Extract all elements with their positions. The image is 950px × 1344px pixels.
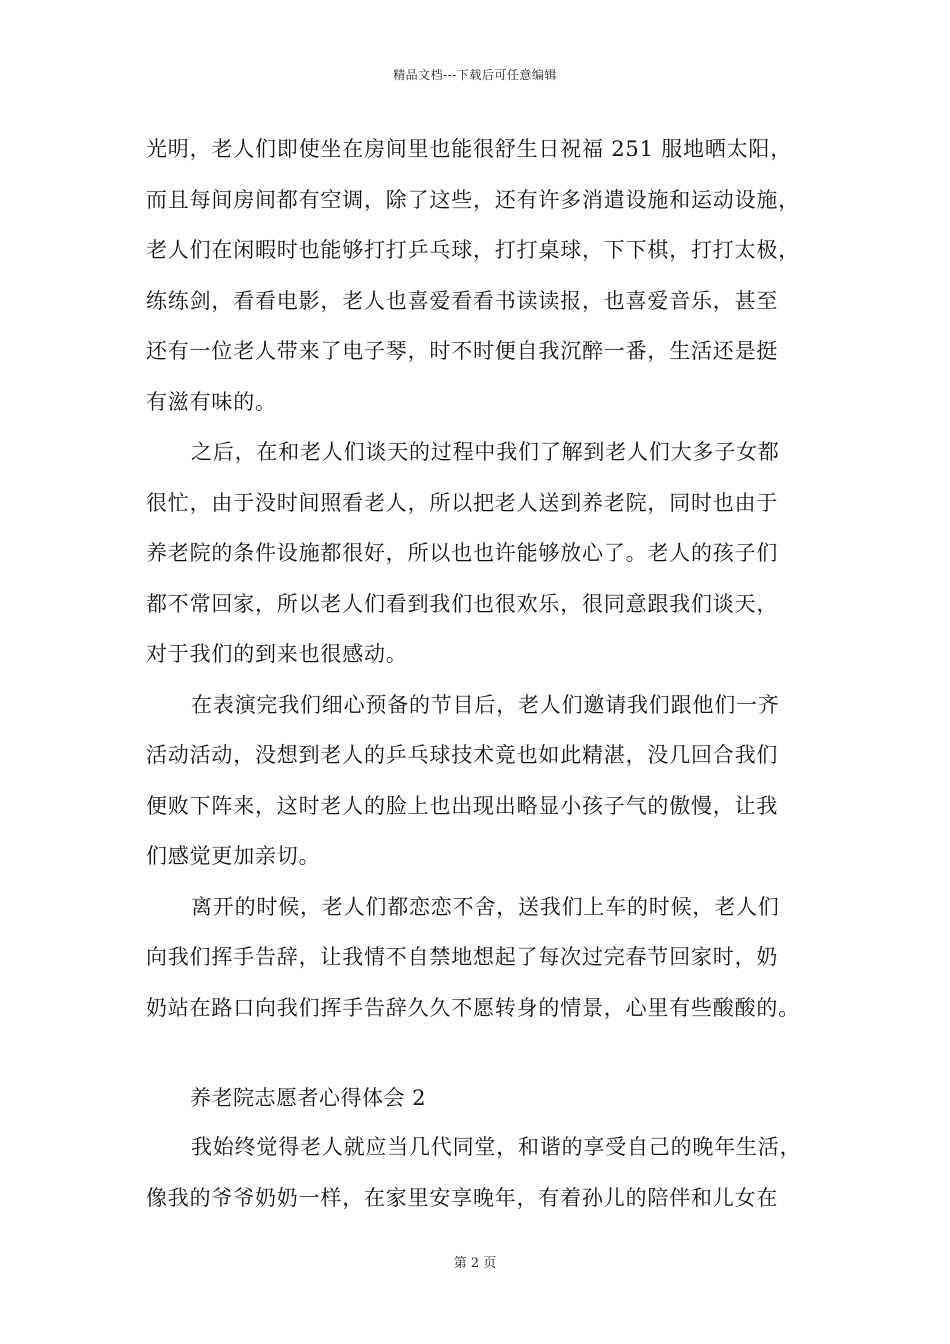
text-line: 还有一位老人带来了电子琴，时不时便自我沉醉一番，生活还是挺	[146, 339, 779, 363]
text-line: 很忙，由于没时间照看老人，所以把老人送到养老院，同时也由于	[146, 490, 779, 515]
text-line: 有滋有味的。	[146, 389, 277, 414]
text-line: 奶站在路口向我们挥手告辞久久不愿转身的情景，心里有些酸酸的。	[146, 995, 800, 1020]
document-body	[146, 124, 836, 1033]
text-line: 向我们挥手告辞，让我情不自禁地想起了每次过完春节回家时，奶	[146, 945, 779, 969]
text-line: 而且每间房间都有空调，除了这些，还有许多消遣设施和运动设施，	[146, 187, 800, 212]
section-heading: 养老院志愿者心得体会 2	[190, 1086, 427, 1110]
text-line: 老人们在闲暇时也能够打打乒乓球，打打桌球，下下棋，打打太极，	[146, 238, 800, 262]
text-line: 活动活动，没想到老人的乒乓球技术竟也如此精湛，没几回合我们	[146, 743, 779, 767]
text-line: 们感觉更加亲切。	[146, 844, 321, 868]
text-line: 光明，老人们即使坐在房间里也能很舒生日祝福 251 服地晒太阳，	[146, 137, 793, 161]
text-line: 便败下阵来，这时老人的脸上也出现出略显小孩子气的傲慢，让我	[146, 793, 779, 818]
paragraph	[146, 680, 836, 882]
text-line: 练练剑，看看电影，老人也喜爱看看书读读报，也喜爱音乐，甚至	[146, 288, 779, 313]
page-header: 精品文档---下载后可任意编辑	[393, 68, 557, 82]
section-body	[146, 1122, 836, 1223]
paragraph	[146, 427, 836, 680]
text-line: 之后，在和老人们谈天的过程中我们了解到老人们大多子女都	[191, 440, 780, 464]
text-line: 养老院的条件设施都很好，所以也也许能够放心了。老人的孩子们	[146, 541, 779, 565]
text-line: 对于我们的到来也很感动。	[146, 642, 408, 666]
paragraph	[146, 882, 836, 1034]
text-line: 离开的时候，老人们都恋恋不舍，送我们上车的时候，老人们	[191, 894, 780, 919]
paragraph	[146, 124, 836, 427]
text-line: 都不常回家，所以老人们看到我们也很欢乐，很同意跟我们谈天，	[146, 591, 779, 616]
text-line: 我始终觉得老人就应当几代同堂，和谐的享受自己的晚年生活，	[191, 1135, 802, 1159]
page-number: 第 2 页	[453, 1256, 497, 1271]
text-line: 在表演完我们细心预备的节目后，老人们邀请我们跟他们一齐	[191, 692, 780, 717]
text-line: 像我的爷爷奶奶一样，在家里安享晚年，有着孙儿的陪伴和儿女在	[146, 1185, 779, 1210]
